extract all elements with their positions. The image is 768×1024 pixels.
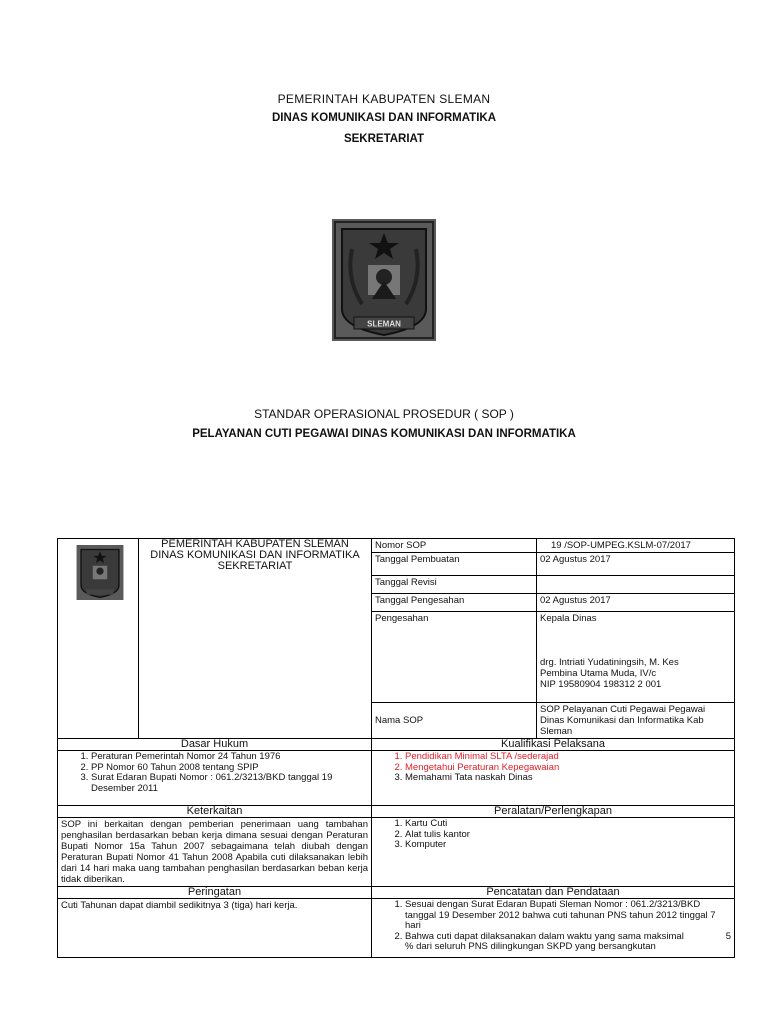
dasar-hukum-heading: Dasar Hukum [58, 739, 372, 751]
keterkaitan-heading: Keterkaitan [58, 806, 372, 818]
header-secretariat: SEKRETARIAT [343, 133, 425, 145]
pengesahan-block [537, 612, 735, 703]
table-gov: PEMERINTAH KABUPATEN SLEMAN [161, 538, 349, 550]
list-item: 1. Peraturan Pemerintah Nomor 24 Tahun 1976 [91, 752, 368, 763]
pencatatan-list [375, 900, 731, 953]
list-item: 2. Mengetahui Peraturan Kepegawaian [405, 763, 731, 774]
table-logo-cell [58, 539, 139, 739]
pencatatan-2-text-cont: % dari seluruh PNS dilingkungan SKPD yang bersangkutan [405, 941, 656, 952]
table-dinas: DINAS KOMUNIKASI DAN INFORMATIKA [150, 549, 360, 561]
sleman-emblem-small-logo [76, 545, 124, 600]
nomor-sop-value: 19 /SOP-UMPEG.KSLM-07/2017 [537, 539, 735, 553]
svg-text:SLEMAN: SLEMAN [367, 319, 401, 329]
table-gov-block [139, 539, 372, 739]
peralatan-cell [372, 818, 735, 887]
keterkaitan-text: SOP ini berkaitan dengan pemberian penerimaan uang tambahan penghasilan berdasarkan beban kerja dimana sesuai dengan Peraturan Bupati Nomor 15a Tahun 2007 sebagaimana telah diubah dengan Peraturan Bupati Nomor 41 Tahun 2008 Apabila cuti dilaksanakan lebih dari 14 hari maka uang tambahan penghasilan berdasarkan beban kerja tidak diberikan. [58, 818, 372, 887]
sleman-emblem-logo [332, 219, 436, 341]
list-item: 3. Memahami Tata naskah Dinas [405, 773, 731, 784]
peringatan-text: Cuti Tahunan dapat diambil sedikitnya 3 (tiga) hari kerja. [58, 899, 372, 958]
nama-sop-value: SOP Pelayanan Cuti Pegawai Pegawai Dinas Komunikasi dan Informatika Kab Sleman [537, 703, 735, 739]
list-item: 1. Pendidikan Minimal SLTA /sederajad [405, 752, 731, 763]
list-item [405, 932, 731, 953]
pengesahan-title: Kepala Dinas [540, 613, 597, 624]
list-item: 3. Surat Edaran Bupati Nomor : 061.2/3213/BKD tanggal 19 Desember 2011 [91, 773, 368, 794]
dasar-hukum-list [61, 752, 368, 794]
kualifikasi-heading: Kualifikasi Pelaksana [372, 739, 735, 751]
pengesahan-nip: NIP 19580904 198312 2 001 [540, 679, 662, 690]
pengesahan-name: drg. Intriati Yudatiningsih, M. Kes [540, 657, 679, 668]
tanggal-pembuatan-label: Tanggal Pembuatan [372, 553, 537, 576]
pencatatan-2-text: Bahwa cuti dapat dilaksanakan dalam waktu yang sama maksimal [405, 930, 684, 942]
kualifikasi-cell [372, 751, 735, 806]
kualifikasi-list [375, 752, 731, 784]
tanggal-pembuatan-value: 02 Agustus 2017 [537, 553, 735, 576]
tanggal-revisi-value [537, 576, 735, 594]
tanggal-pengesahan-label: Tanggal Pengesahan [372, 594, 537, 612]
list-item: 3. Komputer [405, 840, 731, 851]
list-item: 2. Alat tulis kantor [405, 830, 731, 841]
nomor-sop-label: Nomor SOP [372, 539, 537, 553]
list-item: 1. Kartu Cuti [405, 819, 731, 830]
header-government: PEMERINTAH KABUPATEN SLEMAN [277, 92, 491, 106]
header-department: DINAS KOMUNIKASI DAN INFORMATIKA [271, 112, 497, 124]
pencatatan-cell [372, 899, 735, 958]
peringatan-heading: Peringatan [58, 887, 372, 899]
list-item: 2. PP Nomor 60 Tahun 2008 tentang SPIP [91, 763, 368, 774]
sop-subtitle: PELAYANAN CUTI PEGAWAI DINAS KOMUNIKASI DAN INFORMATIKA [192, 428, 576, 440]
peralatan-heading: Peralatan/Perlengkapan [372, 806, 735, 818]
peralatan-list [375, 819, 731, 851]
pengesahan-rank: Pembina Utama Muda, IV/c [540, 668, 657, 679]
pencatatan-2-number: 5 [725, 930, 731, 942]
list-item: 1. Sesuai dengan Surat Edaran Bupati Sleman Nomor : 061.2/3213/BKD tanggal 19 Desember 2012 bahwa cuti tahunan PNS tahun 2012 tinggal 7 hari [405, 900, 731, 932]
dasar-hukum-cell [58, 751, 372, 806]
table-sekretariat: SEKRETARIAT [217, 560, 293, 572]
pencatatan-heading: Pencatatan dan Pendataan [372, 887, 735, 899]
pengesahan-label: Pengesahan [372, 612, 537, 703]
tanggal-revisi-label: Tanggal Revisi [372, 576, 537, 594]
sop-table [57, 538, 735, 958]
nama-sop-label: Nama SOP [372, 703, 537, 739]
tanggal-pengesahan-value: 02 Agustus 2017 [537, 594, 735, 612]
sop-title: STANDAR OPERASIONAL PROSEDUR ( SOP ) [254, 407, 514, 421]
